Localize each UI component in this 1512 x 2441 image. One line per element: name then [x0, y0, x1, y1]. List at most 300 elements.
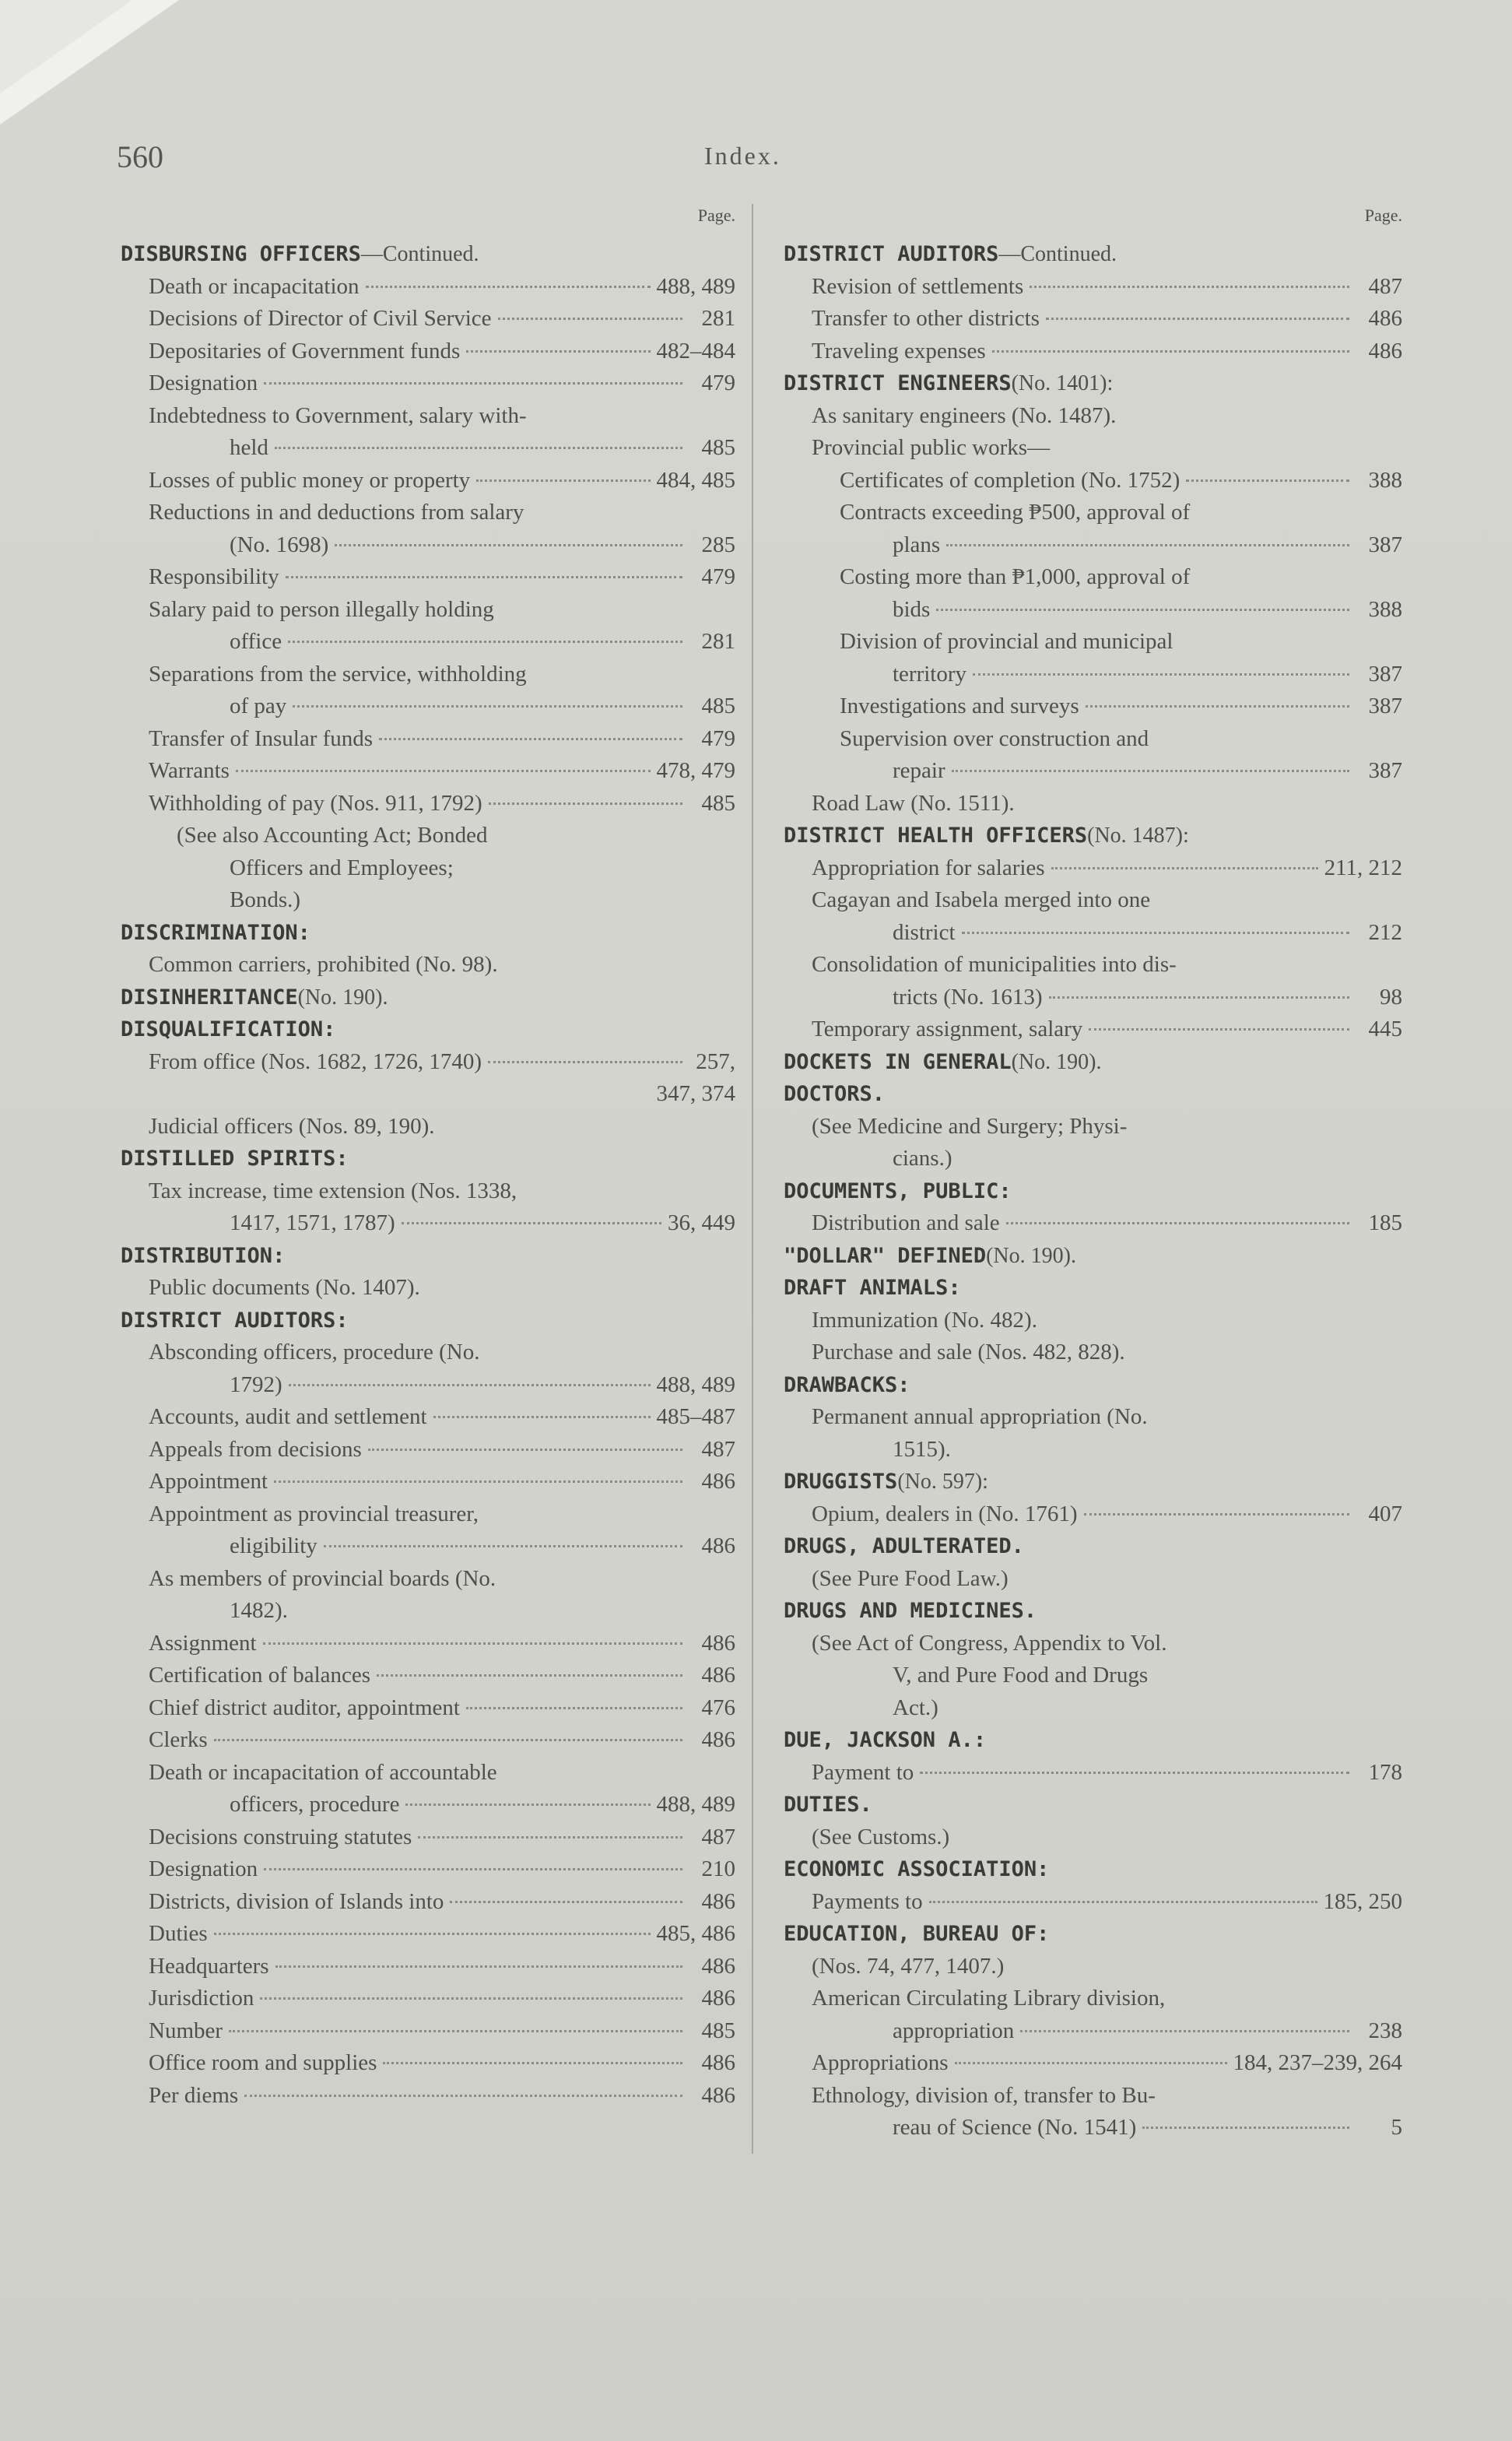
page-reference: 185, 250	[1323, 1888, 1402, 1914]
entry-text: Appointment as provincial treasurer,	[149, 1501, 479, 1526]
entry-text: Certification of balances	[149, 1663, 371, 1688]
page-reference: 485	[701, 790, 735, 816]
dot-leader	[377, 1674, 682, 1677]
heading-reference: (No. 1487):	[1087, 824, 1189, 848]
index-heading	[784, 1724, 1402, 1757]
entry-text: Appointment	[149, 1469, 268, 1494]
index-entry	[784, 1886, 1402, 1919]
index-line	[784, 884, 1402, 917]
page-reference: 485	[701, 435, 735, 460]
index-entry	[121, 1724, 735, 1757]
index-entry	[121, 1853, 735, 1886]
index-entry	[121, 1821, 735, 1854]
index-heading	[784, 1918, 1402, 1951]
dot-leader	[1089, 1028, 1349, 1031]
index-entry	[121, 1207, 735, 1240]
entry-text: (See also Accounting Act; Bonded	[177, 823, 488, 848]
entry-text: Immunization (No. 482).	[812, 1307, 1037, 1333]
running-head: Index.	[704, 142, 781, 170]
entry-text: Supervision over construction and	[840, 725, 1149, 751]
page-reference: 486	[701, 1986, 735, 2011]
index-entry	[121, 1530, 735, 1563]
index-heading	[784, 1240, 1402, 1273]
dot-leader	[418, 1836, 682, 1839]
page-reference: 5	[1391, 2115, 1402, 2140]
dot-leader	[264, 1868, 682, 1870]
entry-text: Act.)	[893, 1695, 938, 1720]
dot-leader	[260, 1997, 682, 2000]
index-entry	[121, 723, 735, 756]
index-entry	[121, 1628, 735, 1660]
heading-reference: (No. 190).	[986, 1243, 1076, 1268]
page-reference: 485	[701, 694, 735, 718]
index-entry	[784, 465, 1402, 497]
dot-leader	[962, 932, 1349, 934]
index-entry	[784, 982, 1402, 1014]
entry-text: Appropriations	[812, 2050, 949, 2075]
page-reference: 487	[701, 1436, 735, 1462]
entry-text: Transfer of Insular funds	[149, 725, 374, 751]
entry-text: (See Customs.)	[812, 1824, 950, 1849]
dot-leader	[1186, 479, 1349, 482]
page-reference: 486	[701, 2050, 735, 2075]
entry-text: As sanitary engineers (No. 1487).	[812, 402, 1117, 428]
dot-leader	[289, 1384, 651, 1386]
index-line	[121, 1563, 735, 1596]
left-index-column	[121, 204, 735, 2112]
page-reference: 484, 485	[656, 467, 735, 493]
index-entry	[121, 367, 735, 400]
dot-leader	[498, 318, 682, 320]
entry-text: territory	[893, 661, 967, 687]
entry-text: V, and Pure Food and Drugs	[893, 1663, 1149, 1688]
entry-text: Payment to	[812, 1759, 914, 1785]
entry-text: Payments to	[812, 1888, 923, 1914]
index-entry	[121, 1046, 735, 1079]
index-entry	[784, 917, 1402, 950]
dot-leader	[366, 286, 651, 288]
dot-leader	[936, 609, 1349, 611]
index-entry	[784, 690, 1402, 723]
heading-text: DISTRICT AUDITORS:	[121, 1308, 349, 1333]
entry-text: Designation	[149, 371, 258, 395]
entry-text: Division of provincial and municipal	[840, 629, 1173, 654]
entry-text: Office room and supplies	[149, 2050, 377, 2075]
entry-text: Traveling expenses	[812, 338, 986, 364]
entry-text: Indebtedness to Government, salary with-	[149, 402, 527, 428]
index-heading	[784, 1789, 1402, 1821]
dot-leader	[955, 2062, 1227, 2064]
dot-leader	[1142, 2127, 1349, 2129]
dot-leader	[368, 1449, 682, 1451]
entry-text: Contracts exceeding ₱500, approval of	[840, 500, 1191, 525]
heading-text: DISBURSING OFFICERS	[121, 242, 361, 266]
heading-text: DUE, JACKSON A.:	[784, 1728, 987, 1752]
page-reference: 486	[1368, 338, 1402, 364]
entry-text: Losses of public money or property	[149, 467, 471, 493]
continued-note: —Continued.	[998, 242, 1117, 266]
entry-text: Distribution and sale	[812, 1210, 1000, 1235]
dot-leader	[214, 1739, 682, 1741]
heading-text: DISCRIMINATION:	[121, 920, 310, 945]
entry-text: 1792)	[230, 1372, 282, 1397]
page-reference: 238	[1368, 2018, 1402, 2043]
index-entry	[121, 2080, 735, 2113]
entry-text: Separations from the service, withholding	[149, 661, 527, 687]
index-line	[121, 1498, 735, 1531]
index-line	[121, 1336, 735, 1369]
dot-leader	[214, 1933, 651, 1935]
entry-text: Salary paid to person illegally holding	[149, 596, 494, 622]
entry-text: Assignment	[149, 1630, 257, 1656]
entry-text: bids	[893, 596, 931, 622]
entry-text: Jurisdiction	[149, 1986, 254, 2011]
page-reference: 486	[701, 1727, 735, 1752]
page-reference: 388	[1368, 467, 1402, 493]
index-heading	[784, 1530, 1402, 1563]
heading-text: DRAWBACKS:	[784, 1372, 910, 1397]
index-entry	[784, 1013, 1402, 1046]
index-heading	[784, 1595, 1402, 1628]
dot-leader	[274, 1480, 682, 1483]
index-entry	[121, 303, 735, 335]
page-reference: 98	[1380, 984, 1402, 1010]
dot-leader	[433, 1416, 651, 1418]
dot-leader	[466, 350, 650, 353]
entry-text: As members of provincial boards (No.	[149, 1565, 496, 1591]
index-line	[784, 1401, 1402, 1434]
entry-text: Number	[149, 2018, 223, 2043]
index-heading	[784, 1369, 1402, 1402]
index-entry	[121, 1369, 735, 1402]
entry-text: Purchase and sale (Nos. 482, 828).	[812, 1340, 1125, 1365]
dot-leader	[1084, 1513, 1350, 1516]
heading-text: DISTRICT AUDITORS	[784, 242, 999, 266]
index-entry	[121, 690, 735, 723]
index-heading	[784, 1272, 1402, 1305]
page-reference: 485	[701, 2018, 735, 2043]
index-entry	[121, 432, 735, 465]
entry-text: Warrants	[149, 758, 230, 783]
page-reference: 479	[701, 564, 735, 589]
page-reference: 485, 486	[656, 1921, 735, 1946]
page-reference: 486	[701, 1663, 735, 1688]
entry-text: held	[230, 435, 268, 460]
page-reference: 488, 489	[656, 273, 735, 299]
index-heading	[784, 238, 1402, 271]
index-entry	[121, 335, 735, 368]
entry-text: Duties	[149, 1921, 208, 1946]
entry-text: Opium, dealers in (No. 1761)	[812, 1501, 1078, 1526]
heading-text: "DOLLAR" DEFINED	[784, 1243, 987, 1268]
entry-text: Depositaries of Government funds	[149, 338, 461, 364]
dot-leader	[1086, 705, 1349, 708]
index-line	[784, 949, 1402, 982]
entry-text: Tax increase, time extension (Nos. 1338,	[149, 1178, 517, 1203]
index-entry	[784, 303, 1402, 335]
heading-text: DISQUALIFICATION:	[121, 1017, 336, 1041]
heading-text: DRAFT ANIMALS:	[784, 1276, 961, 1300]
heading-text: DRUGS AND MEDICINES.	[784, 1599, 1037, 1623]
dot-leader	[488, 1061, 682, 1063]
heading-reference: (No. 190).	[1011, 1049, 1102, 1074]
dot-leader	[466, 1707, 682, 1709]
dot-leader	[275, 1965, 682, 1968]
entry-text: Headquarters	[149, 1953, 269, 1979]
entry-text: (Nos. 74, 477, 1407.)	[812, 1953, 1005, 1979]
page-reference: 487	[701, 1824, 735, 1849]
index-heading	[121, 1240, 735, 1273]
page-number: 560	[117, 139, 163, 174]
dot-leader	[324, 1545, 682, 1547]
index-line	[784, 561, 1402, 594]
heading-text: DOCKETS IN GENERAL	[784, 1049, 1012, 1074]
index-entry-continuation	[121, 1078, 735, 1111]
index-line	[121, 820, 735, 852]
entry-text: (See Pure Food Law.)	[812, 1565, 1009, 1591]
index-entry	[784, 335, 1402, 368]
page-reference: 485–487	[656, 1404, 735, 1429]
entry-text: Absconding officers, procedure (No.	[149, 1340, 480, 1365]
entry-text: Per diems	[149, 2082, 239, 2108]
entry-text: Provincial public works—	[812, 435, 1051, 460]
index-line	[784, 1951, 1402, 1983]
index-line	[121, 400, 735, 433]
entry-text: Revision of settlements	[812, 273, 1024, 299]
index-entry	[121, 1660, 735, 1692]
page-reference: 486	[1368, 306, 1402, 331]
entry-text: officers, procedure	[230, 1792, 400, 1817]
heading-reference: (No. 597):	[897, 1470, 988, 1494]
entry-text: Appropriation for salaries	[812, 855, 1045, 880]
entry-text: reau of Science (No. 1541)	[893, 2115, 1137, 2140]
index-line	[784, 1628, 1402, 1660]
entry-text: Accounts, audit and settlement	[149, 1404, 427, 1429]
index-line	[784, 2080, 1402, 2113]
heading-text: DISTRICT HEALTH OFFICERS	[784, 824, 1088, 848]
index-entry	[784, 2047, 1402, 2080]
index-entry	[784, 594, 1402, 627]
index-heading	[784, 1078, 1402, 1111]
right-index-column	[784, 204, 1402, 2144]
index-line	[121, 884, 735, 917]
index-entry	[121, 755, 735, 788]
entry-text: 1417, 1571, 1787)	[230, 1210, 395, 1235]
dot-leader	[946, 544, 1349, 546]
index-line	[121, 594, 735, 627]
index-entry	[784, 271, 1402, 304]
entry-text: Clerks	[149, 1727, 208, 1752]
index-line	[121, 659, 735, 691]
dot-leader	[405, 1804, 650, 1806]
index-entry	[121, 1401, 735, 1434]
index-entry	[121, 626, 735, 659]
dot-leader	[973, 673, 1349, 676]
dot-leader	[1046, 318, 1349, 320]
index-entry	[121, 271, 735, 304]
heading-reference: (No. 190).	[297, 985, 388, 1010]
entry-text: 1482).	[230, 1598, 288, 1623]
index-heading	[121, 982, 735, 1014]
page-reference: 486	[701, 1888, 735, 1914]
entry-text: Transfer to other districts	[812, 306, 1040, 331]
index-entry	[121, 788, 735, 820]
dot-leader	[929, 1901, 1317, 1903]
index-entry	[784, 1207, 1402, 1240]
index-entry	[121, 465, 735, 497]
page-reference: 478, 479	[656, 758, 735, 783]
index-line	[121, 497, 735, 529]
dot-leader	[229, 2030, 682, 2032]
entry-text: Permanent annual appropriation (No.	[812, 1404, 1148, 1429]
index-line	[784, 1336, 1402, 1369]
index-line	[784, 723, 1402, 756]
index-line	[784, 1111, 1402, 1143]
entry-text: Decisions of Director of Civil Service	[149, 306, 492, 331]
dot-leader	[236, 770, 651, 772]
dot-leader	[476, 479, 650, 482]
page-reference: 185	[1368, 1210, 1402, 1235]
index-line	[121, 1175, 735, 1208]
dot-leader	[286, 576, 682, 578]
index-line	[784, 1434, 1402, 1466]
index-entry	[121, 1983, 735, 2015]
index-line	[121, 1595, 735, 1628]
index-entry	[121, 1434, 735, 1466]
index-heading	[784, 1853, 1402, 1886]
index-heading	[121, 238, 735, 271]
entry-text: (See Act of Congress, Appendix to Vol.	[812, 1630, 1167, 1656]
index-entry	[784, 529, 1402, 562]
dot-leader	[263, 1642, 682, 1645]
entry-text: tricts (No. 1613)	[893, 984, 1043, 1010]
index-line	[121, 1272, 735, 1305]
entry-text: repair	[893, 758, 945, 783]
dot-leader	[288, 641, 682, 643]
index-entry	[121, 561, 735, 594]
index-line	[121, 949, 735, 982]
entry-text: (No. 1698)	[230, 532, 329, 557]
entry-text: office	[230, 629, 282, 654]
page-reference: 347, 374	[656, 1081, 735, 1106]
entry-text: Public documents (No. 1407).	[149, 1275, 420, 1300]
heading-text: DOCUMENTS, PUBLIC:	[784, 1178, 1012, 1203]
heading-reference: (No. 1401):	[1011, 371, 1114, 395]
index-line	[784, 497, 1402, 529]
index-entry	[121, 2047, 735, 2080]
continued-note: —Continued.	[360, 242, 479, 266]
entry-text: district	[893, 919, 956, 945]
entry-text: cians.)	[893, 1146, 952, 1171]
dot-leader	[1049, 996, 1350, 999]
entry-text: Bonds.)	[230, 887, 301, 912]
heading-text: DISINHERITANCE	[121, 985, 298, 1010]
folded-corner-shadow	[0, 0, 132, 93]
dot-leader	[489, 803, 682, 805]
entry-text: Judicial officers (Nos. 89, 190).	[149, 1113, 435, 1139]
index-entry	[784, 2112, 1402, 2144]
index-entry	[121, 1886, 735, 1919]
dot-leader	[335, 544, 682, 546]
entry-text: Ethnology, division of, transfer to Bu-	[812, 2082, 1156, 2108]
entry-text: Designation	[149, 1856, 258, 1881]
entry-text: Temporary assignment, salary	[812, 1017, 1083, 1041]
entry-text: 1515).	[893, 1436, 951, 1462]
page-reference: 486	[701, 1630, 735, 1656]
heading-text: DOCTORS.	[784, 1082, 886, 1106]
entry-text: Death or incapacitation	[149, 273, 360, 299]
index-heading	[121, 1305, 735, 1337]
entry-text: Certificates of completion (No. 1752)	[840, 467, 1180, 493]
index-line	[121, 852, 735, 885]
index-heading	[784, 820, 1402, 852]
index-entry	[784, 659, 1402, 691]
index-line	[784, 1563, 1402, 1596]
dot-leader	[275, 447, 682, 449]
page-reference: 212	[1368, 919, 1402, 945]
heading-text: DRUGS, ADULTERATED.	[784, 1534, 1024, 1558]
page-reference: 210	[701, 1856, 735, 1881]
index-line	[784, 400, 1402, 433]
dot-leader	[952, 770, 1349, 772]
entry-text: Road Law (No. 1511).	[812, 790, 1015, 816]
index-entry	[121, 1951, 735, 1983]
heading-text: DISTRICT ENGINEERS	[784, 371, 1012, 395]
page-reference: 387	[1368, 758, 1402, 783]
index-entry	[784, 755, 1402, 788]
index-entry	[784, 1498, 1402, 1531]
entry-text: Common carriers, prohibited (No. 98).	[149, 952, 498, 977]
page-reference: 178	[1368, 1759, 1402, 1785]
page-reference: 387	[1368, 661, 1402, 687]
heading-text: DUTIES.	[784, 1793, 872, 1817]
page-reference: 184, 237–239, 264	[1233, 2050, 1402, 2075]
index-line	[121, 1757, 735, 1789]
entry-text: appropriation	[893, 2018, 1015, 2043]
index-line	[784, 1143, 1402, 1175]
index-line	[784, 788, 1402, 820]
page-reference: 488, 489	[656, 1792, 735, 1817]
heading-text: ECONOMIC ASSOCIATION:	[784, 1857, 1050, 1881]
page-reference: 407	[1368, 1501, 1402, 1526]
page-reference: 479	[701, 725, 735, 751]
index-line	[784, 432, 1402, 465]
index-line	[784, 1692, 1402, 1725]
page-reference: 285	[701, 532, 735, 557]
entry-text: Districts, division of Islands into	[149, 1888, 444, 1914]
index-heading	[784, 1046, 1402, 1079]
dot-leader	[264, 382, 682, 385]
entry-text: Appeals from decisions	[149, 1436, 362, 1462]
heading-text: DRUGGISTS	[784, 1470, 898, 1494]
page-reference: 281	[701, 306, 735, 331]
page-reference: 445	[1368, 1017, 1402, 1041]
page-column-header: Page.	[697, 205, 735, 225]
heading-text: DISTILLED SPIRITS:	[121, 1147, 349, 1171]
dot-leader	[1051, 867, 1318, 869]
index-heading	[121, 917, 735, 950]
entry-text: Responsibility	[149, 564, 279, 589]
column-divider	[752, 204, 753, 2154]
entry-text: Reductions in and deductions from salary	[149, 500, 524, 525]
page-reference: 476	[701, 1695, 735, 1720]
index-heading	[121, 1013, 735, 1046]
index-entry	[784, 2015, 1402, 2048]
index-entry	[784, 852, 1402, 885]
page-column-header: Page.	[1364, 205, 1402, 225]
dot-leader	[244, 2095, 682, 2097]
index-line	[784, 1983, 1402, 2015]
